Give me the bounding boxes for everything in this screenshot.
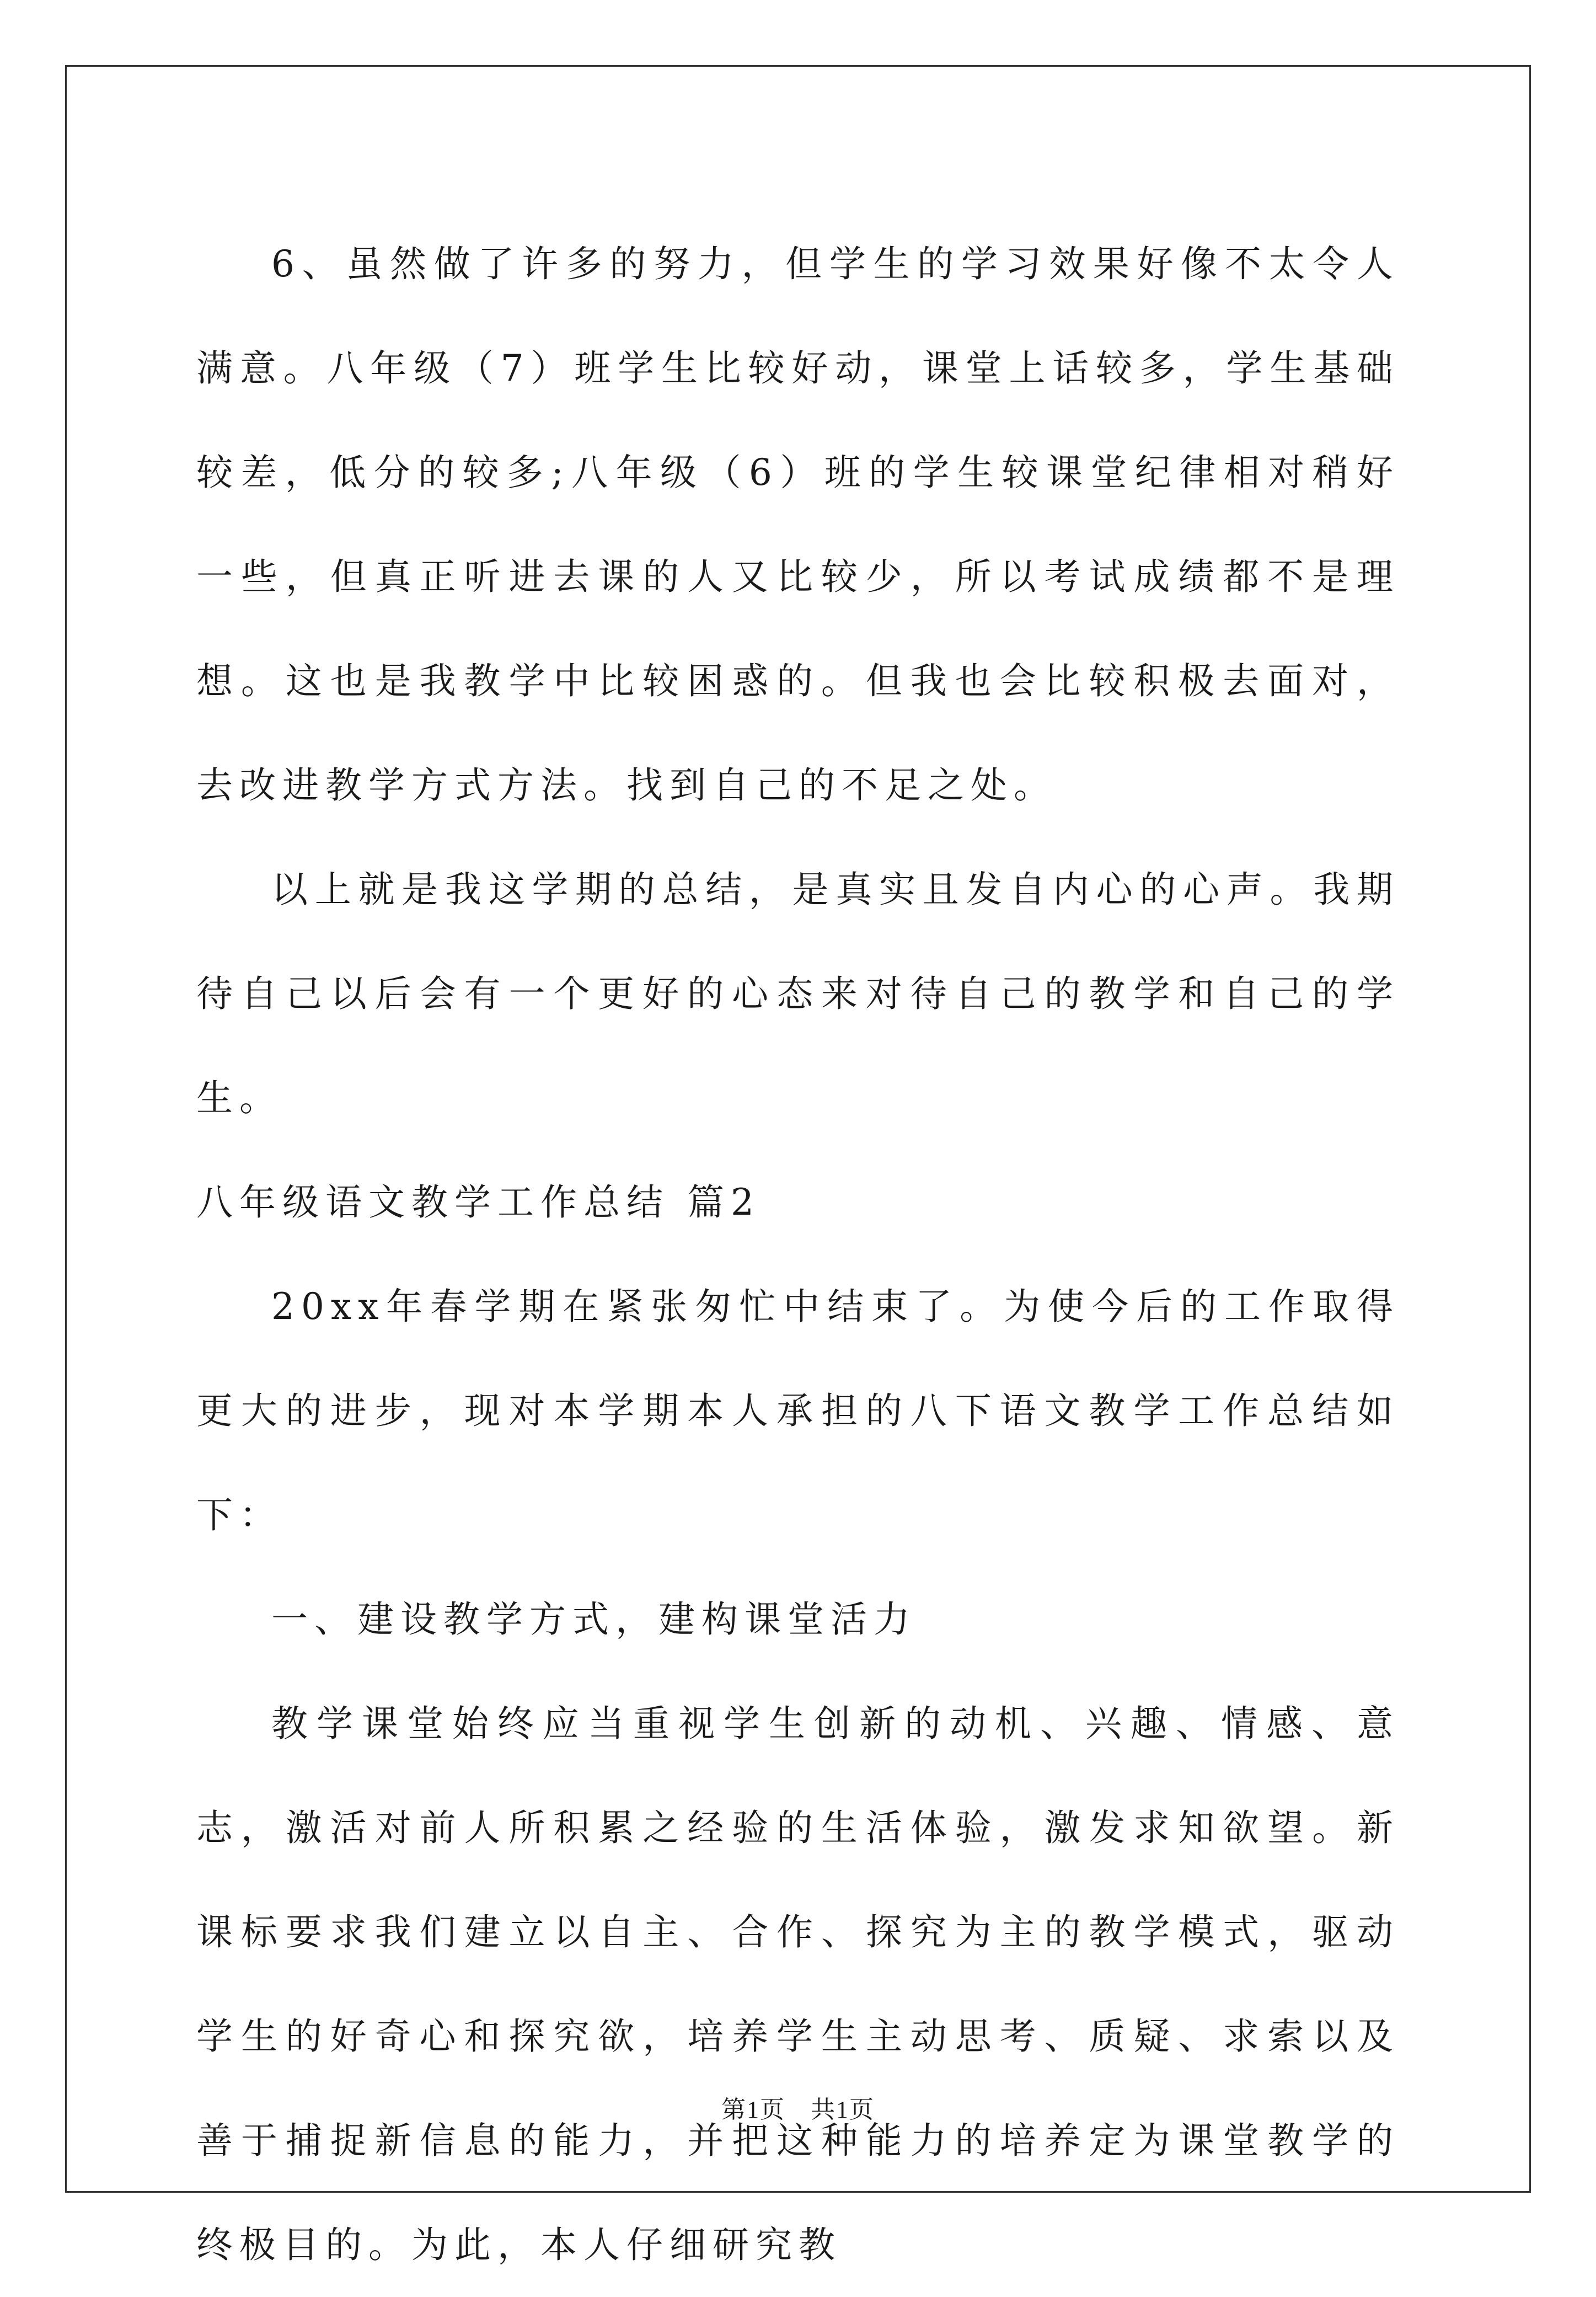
page-number-footer: 第1页 共1页 [721,2096,875,2123]
document-body [196,212,1400,2297]
paragraph-summary-closing: 以上就是我这学期的总结，是真实且发自内心的心声。我期待自己以后会有一个更好的心态来对待自己的教学和自己的学生。 [196,868,1400,1119]
paragraph-problem-reflection: 6、虽然做了许多的努力，但学生的学习效果好像不太令人满意。八年级（7）班学生比较好动，课堂上话较多，学生基础较差，低分的较多;八年级（6）班的学生较课堂纪律相对稍好一些，但真正听进去课的人又比较少，所以考试成绩都不是理想。这也是我教学中比较困惑的。但我也会比较积极去面对，去改进教学方式方法。找到自己的不足之处。 [196,243,1400,806]
paragraph-classroom-teaching: 教学课堂始终应当重视学生创新的动机、兴趣、情感、意志，激活对前人所积累之经验的生活体验，激发求知欲望。新课标要求我们建立以自主、合作、探究为主的教学模式，驱动学生的好奇心和探究欲，培养学生主动思考、质疑、求索以及善于捕捉新信息的能力，并把这种能力的培养定为课堂教学的终极目的。为此，本人仔细研究教 [196,1702,1400,2266]
paragraph-intro: 20xx年春学期在紧张匆忙中结束了。为使今后的工作取得更大的进步，现对本学期本人承担的八下语文教学工作总结如下： [196,1285,1400,1536]
subheading-teaching-method: 一、建设教学方式，建构课堂活力 [271,1598,917,1641]
section-heading: 八年级语文教学工作总结 篇2 [196,1181,760,1224]
